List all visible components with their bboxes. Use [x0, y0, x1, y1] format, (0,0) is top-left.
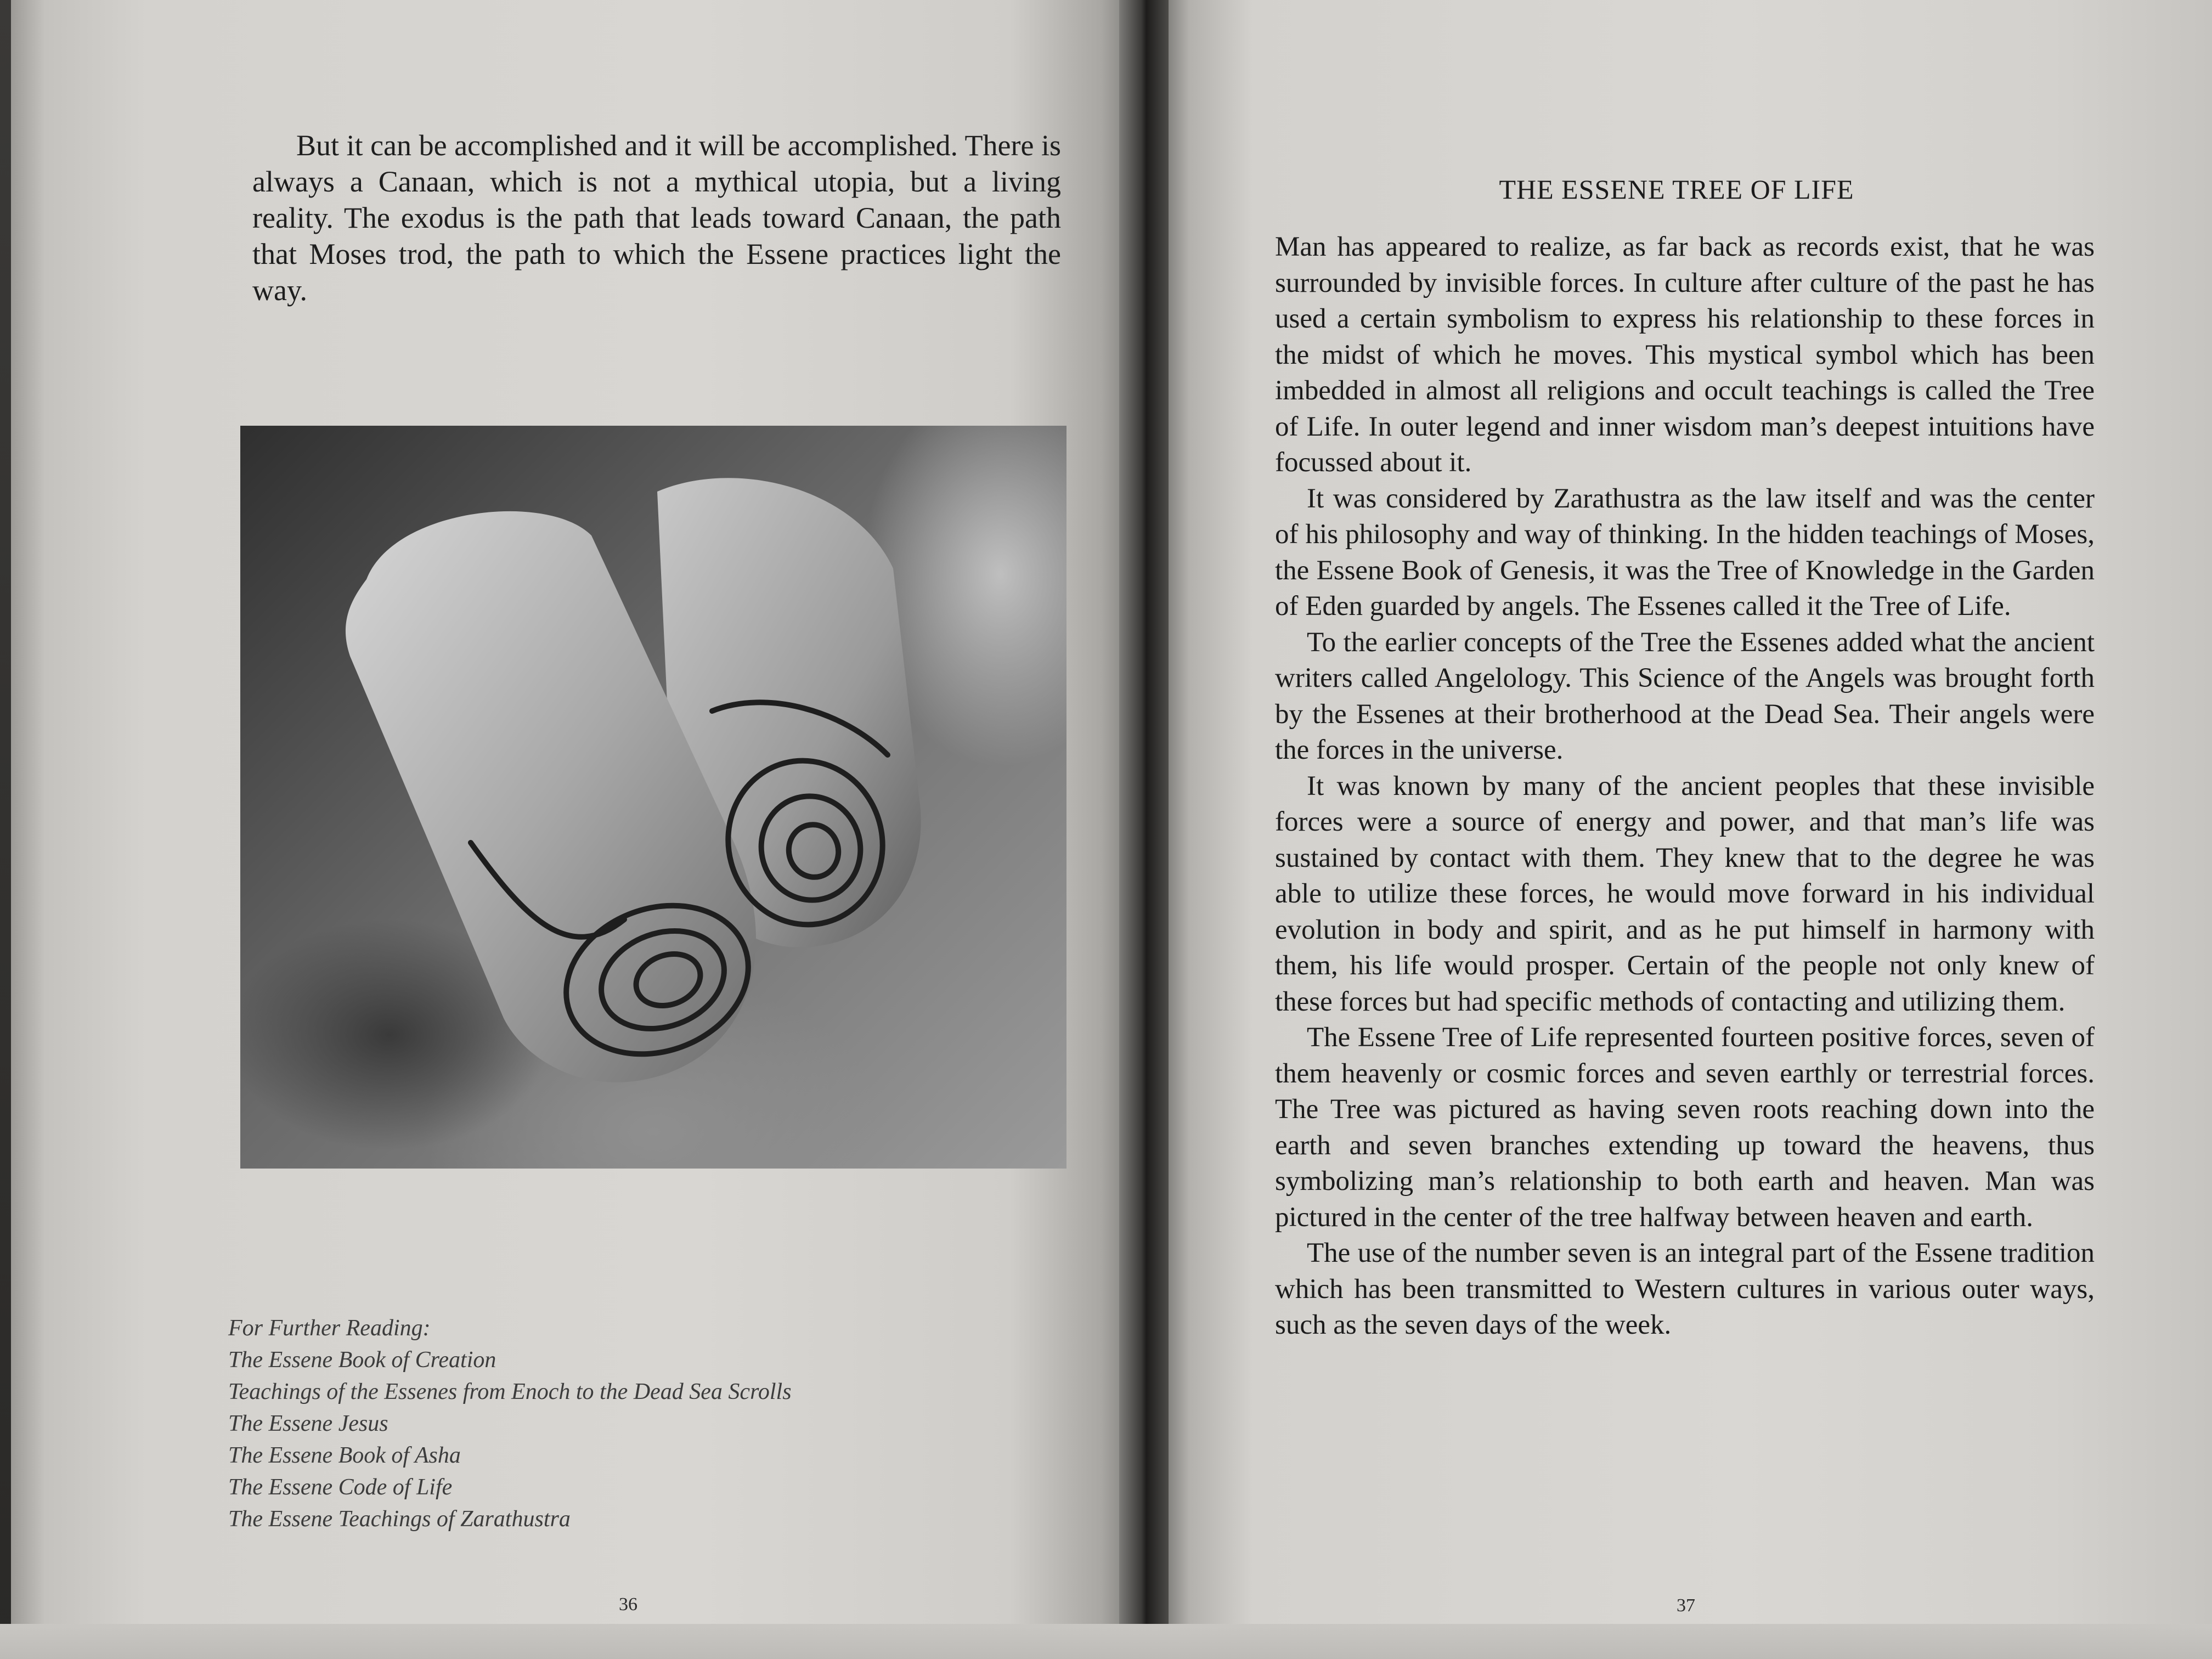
- body-paragraph: The Essene Tree of Life represented fourteen positive forces, seven of them heavenly or cosmic forces and seven earthly or terrestrial forces. The Tree was pictured as having seven roots reaching down into the earth and seven branches extending up toward the heavens, thus symbolizing man’s relationship to both earth and heaven. Man was pictured in the center of the tree halfway between heaven and earth.: [1275, 1022, 2095, 1233]
- further-reading-heading: For Further Reading:: [228, 1316, 431, 1341]
- body-paragraph: The use of the number seven is an integral part of the Essene tradition which has been transmitted to Western cultures in various outer ways, such as the seven days of the week.: [1275, 1238, 2095, 1340]
- body-paragraph: It was known by many of the ancient peoples that these invisible forces were a source of energy and power, and that man’s life was sustained by contact with them. They knew that to the degree he was able to utilize these forces, he would move forward in his individual evolution in body and spirit, and as he put himself in harmony with them, his life would prosper. Certain of the people not only knew of these forces but had specific methods of contacting and utilizing them.: [1275, 770, 2095, 1017]
- body-paragraph: To the earlier concepts of the Tree the Essenes added what the ancient writers called Angelology. This Science of the Angels was brought forth by the Essenes at their brotherhood at the Dead Sea. Their angels were the forces in the universe.: [1275, 627, 2095, 765]
- reading-item: The Essene Jesus: [228, 1411, 388, 1436]
- right-page-body: [1275, 229, 2095, 1344]
- page-number-right: 37: [1677, 1595, 1695, 1616]
- left-page-paragraph: But it can be accomplished and it will be accomplished. There is always a Canaan, which is not a mythical utopia, but a living reality. The exodus is the path that leads toward Canaan, the path that Moses trod, the path to which the Essene practices light the way.: [252, 129, 1061, 307]
- chapter-title: THE ESSENE TREE OF LIFE: [1499, 174, 1854, 205]
- reading-item: Teachings of the Essenes from Enoch to the Dead Sea Scrolls: [228, 1379, 792, 1404]
- page-bottom-edge: [0, 1624, 2212, 1659]
- further-reading-list: [228, 1312, 1051, 1535]
- scrolls-photograph: [240, 426, 1066, 1169]
- page-number-left: 36: [619, 1594, 637, 1615]
- book-gutter: [1119, 0, 1169, 1659]
- reading-item: The Essene Teachings of Zarathustra: [228, 1506, 571, 1532]
- body-paragraph: Man has appeared to realize, as far back as records exist, that he was surrounded by invisible forces. In culture after culture of the past he has used a certain symbolism to express his relationship to these forces in the midst of which he moves. This mystical symbol which has been imbedded in almost all religions and occult teachings is called the Tree of Life. In outer legend and inner wisdom man’s deepest intuitions have focussed about it.: [1275, 232, 2095, 478]
- reading-item: The Essene Code of Life: [228, 1475, 453, 1500]
- reading-item: The Essene Book of Asha: [228, 1443, 461, 1468]
- scrolls-illustration: [240, 426, 1066, 1169]
- body-paragraph: It was considered by Zarathustra as the law itself and was the center of his philosophy and way of thinking. In the hidden teachings of Moses, the Essene Book of Genesis, it was the Tree of Knowledge in the Garden of Eden guarded by angels. The Essenes called it the Tree of Life.: [1275, 483, 2095, 622]
- reading-item: The Essene Book of Creation: [228, 1347, 496, 1373]
